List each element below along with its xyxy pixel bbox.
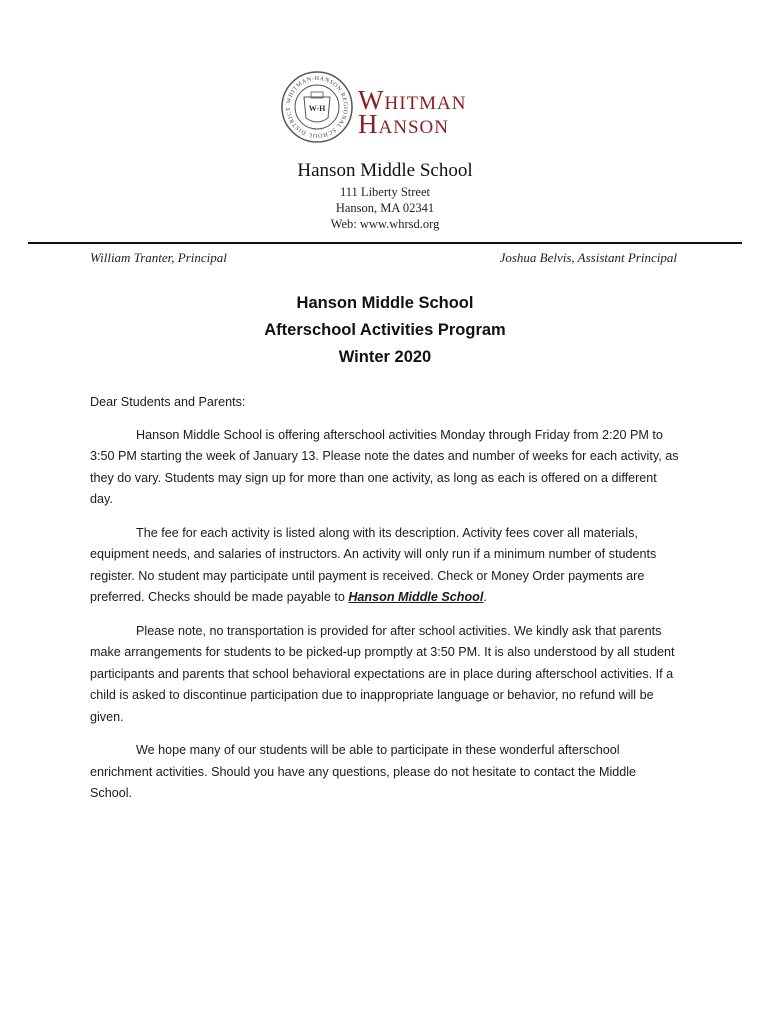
paragraph-transportation: Please note, no transportation is provided for after school activities. We kindly ask that parents make arrangements for students to be picked-up promptly at 3:50 PM. It is also understood by all student participants and parents that school behavioral expectations are in place during afterschool activities. If a child is asked to discontinue participation due to inappropriate language or behavior, no refund will be given. [90,623,675,724]
title-line-3: Winter 2020 [338,348,432,366]
seal-center-text: W-H [308,104,326,113]
district-logo [280,70,510,142]
title-line-1: Hanson Middle School [296,294,474,312]
fees-end: . [483,590,487,604]
document-title [0,290,770,371]
header-divider [28,242,742,244]
title-line-2: Afterschool Activities Program [264,321,506,339]
svg-text:WHITMAN-HANSON REGIONAL SCHOOL: WHITMAN-HANSON REGIONAL SCHOOL DISTRICT [285,75,349,139]
wordmark-line1: Whitman [358,85,467,115]
paragraph-closing: We hope many of our students will be able to participate in these wonderful afterschool enrichment activities. Should you have any questions, please do not hesitate to contact the Middle School. [90,743,637,800]
paragraph-schedule: Hanson Middle School is offering afterschool activities Monday through Friday from 2:20 PM to 3:50 PM starting the week of January 13. Please note the dates and number of weeks for each activity, as they do vary. Students may sign up for more than one activity, as long as each is offered on a different day. [90,427,679,506]
payee-name: Hanson Middle School [348,590,484,604]
website: Web: www.whrsd.org [330,217,440,231]
wordmark-line2: Hanson [358,109,449,139]
city-state-zip: Hanson, MA 02341 [335,201,435,215]
district-wordmark [358,85,467,139]
salutation: Dear Students and Parents: [90,395,246,409]
letter-body [90,392,680,817]
paragraph-fees [90,523,680,609]
school-name: Hanson Middle School [297,160,473,181]
district-seal-icon [280,70,354,144]
assistant-principal-name: Joshua Belvis, Assistant Principal [499,250,677,265]
principal-name: William Tranter, Principal [90,250,227,265]
street-address: 111 Liberty Street [339,185,431,199]
fees-text: The fee for each activity is listed along with its description. Activity fees cover all materials, equipment needs, and salaries of instructors. An activity will only run if a minimum number of students register. No student may participate until payment is received. Check or Money Order payments are preferred. Checks should be made payable to [90,525,657,604]
